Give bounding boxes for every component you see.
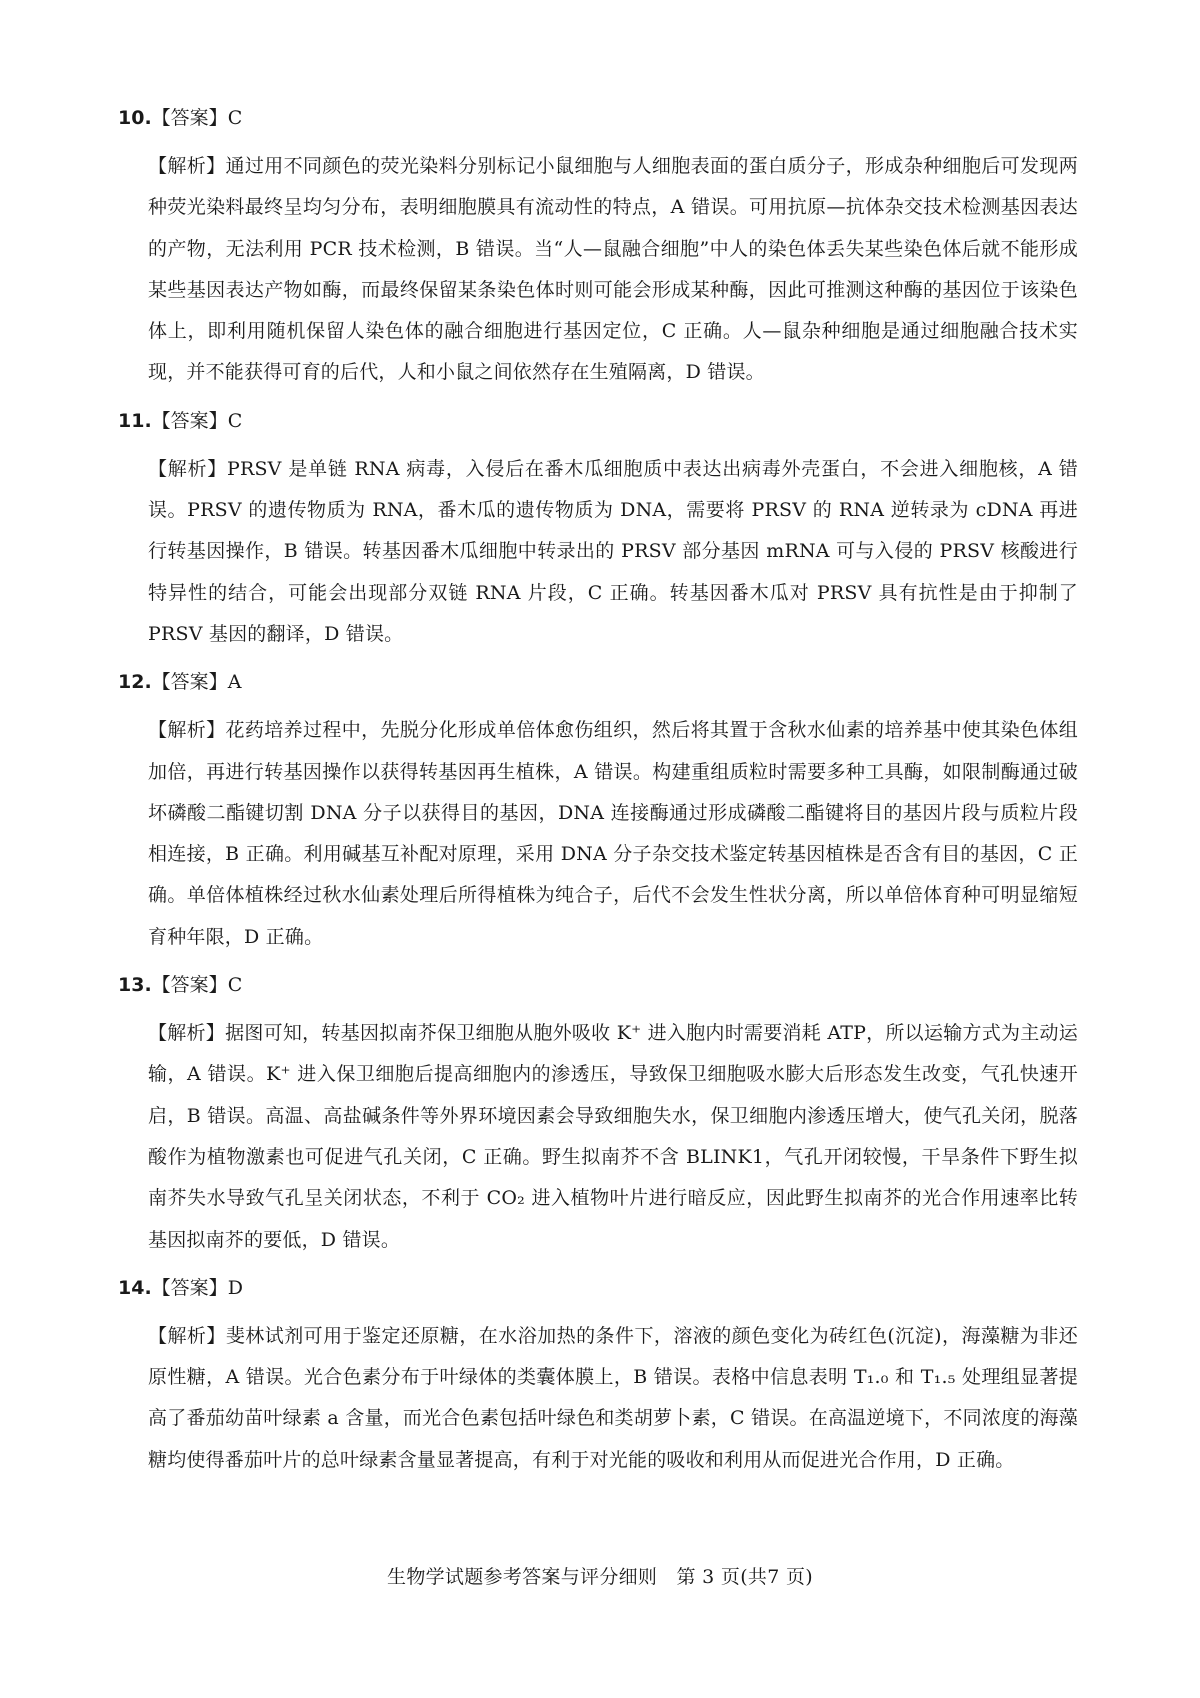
answer-value: A — [227, 671, 242, 694]
item-heading — [118, 105, 1078, 131]
analysis-tag: 【解析】 — [148, 457, 227, 480]
page-footer: 生物学试题参考答案与评分细则 第 3 页(共7 页) — [387, 1566, 813, 1588]
answer-value: C — [227, 409, 243, 432]
item-number: 12. — [118, 671, 152, 694]
answer-tag: 【答案】 — [151, 1276, 228, 1299]
item-number: 13. — [118, 974, 152, 997]
answer-tag: 【答案】 — [151, 107, 228, 129]
answer-item-13 — [118, 972, 1078, 1261]
item-number: 10. — [118, 107, 152, 129]
analysis-text: 据图可知，转基因拟南芥保卫细胞从胞外吸收 K⁺ 进入胞内时需要消耗 ATP，所以运输方式为主动运输，A 错误。K⁺ 进入保卫细胞后提高细胞内的渗透压，导致保卫细胞吸水膨大后形态发生改变，气孔快速开启，B 错误。高温、高盐碱条件等外界环境因素会导致细胞失水，保卫细胞内渗透压增大，使气孔关闭，脱落酸作为植物激素也可促进气孔关闭，C 正确。野生拟南芥不含 BLINK1，气孔开闭较慢，干旱条件下野生拟南芥失水导致气孔呈关闭状态，不利于 CO₂ 进入植物叶片进行暗反应，因此野生拟南芥的光合作用速率比转基因拟南芥的要低，D 错误。 — [148, 1022, 1078, 1251]
answer-tag: 【答案】 — [151, 671, 228, 694]
answer-value: D — [227, 1276, 243, 1299]
analysis-tag: 【解析】 — [148, 719, 226, 742]
item-analysis — [148, 146, 1078, 394]
item-heading — [118, 972, 1078, 998]
analysis-text: 通过用不同颜色的荧光染料分别标记小鼠细胞与人细胞表面的蛋白质分子，形成杂种细胞后可发现两种荧光染料最终呈均匀分布，表明细胞膜具有流动性的特点，A 错误。可用抗原—抗体杂交技术检测基因表达的产物，无法利用 PCR 技术检测，B 错误。当“人—鼠融合细胞”中人的染色体丢失某些染色体后就不能形成某些基因表达产物如酶，而最终保留某条染色体时则可能会形成某种酶，因此可推测这种酶的基因位于该染色体上，即利用随机保留人染色体的融合细胞进行基因定位，C 正确。人—鼠杂种细胞是通过细胞融合技术实现，并不能获得可育的后代，人和小鼠之间依然存在生殖隔离，D 错误。 — [148, 155, 1078, 384]
item-number: 14. — [118, 1276, 152, 1299]
answer-tag: 【答案】 — [151, 974, 228, 997]
item-analysis — [148, 1013, 1078, 1261]
item-heading — [118, 408, 1078, 434]
answer-item-11 — [118, 408, 1078, 655]
item-analysis — [148, 710, 1078, 958]
item-number: 11. — [118, 409, 152, 432]
analysis-tag: 【解析】 — [148, 155, 226, 177]
answer-value: C — [227, 974, 243, 997]
analysis-text: 斐林试剂可用于鉴定还原糖，在水浴加热的条件下，溶液的颜色变化为砖红色(沉淀)，海藻糖为非还原性糖，A 错误。光合色素分布于叶绿体的类囊体膜上，B 错误。表格中信息表明 T₁.₀ 和 T₁.₅ 处理组显著提高了番茄幼苗叶绿素 a 含量，而光合色素包括叶绿色和类胡萝卜素，C 错误。在高温逆境下，不同浓度的海藻糖均使得番茄叶片的总叶绿素含量显著提高，有利于对光能的吸收和利用从而促进光合作用，D 正确。 — [148, 1324, 1079, 1471]
item-analysis — [148, 1316, 1078, 1481]
item-analysis — [148, 449, 1078, 655]
analysis-tag: 【解析】 — [148, 1022, 226, 1045]
answer-value: C — [227, 107, 243, 129]
answer-item-14 — [118, 1275, 1078, 1481]
analysis-tag: 【解析】 — [148, 1324, 226, 1347]
analysis-text: 花药培养过程中，先脱分化形成单倍体愈伤组织，然后将其置于含秋水仙素的培养基中使其染色体组加倍，再进行转基因操作以获得转基因再生植株，A 错误。构建重组质粒时需要多种工具酶，如限制酶通过破坏磷酸二酯键切割 DNA 分子以获得目的基因，DNA 连接酶通过形成磷酸二酯键将目的基因片段与质粒片段相连接，B 正确。利用碱基互补配对原理，采用 DNA 分子杂交技术鉴定转基因植株是否含有目的基因，C 正确。单倍体植株经过秋水仙素处理后所得植株为纯合子，后代不会发生性状分离，所以单倍体育种可明显缩短育种年限，D 正确。 — [148, 719, 1078, 948]
analysis-text: PRSV 是单链 RNA 病毒，入侵后在番木瓜细胞质中表达出病毒外壳蛋白，不会进入细胞核，A 错误。PRSV 的遗传物质为 RNA，番木瓜的遗传物质为 DNA，需要将 PRSV 的 RNA 逆转录为 cDNA 再进行转基因操作，B 错误。转基因番木瓜细胞中转录出的 PRSV 部分基因 mRNA 可与入侵的 PRSV 核酸进行特异性的结合，可能会出现部分双链 RNA 片段，C 正确。转基因番木瓜对 PRSV 具有抗性是由于抑制了 PRSV 基因的翻译，D 错误。 — [148, 457, 1078, 645]
item-heading — [118, 669, 1078, 695]
answer-tag: 【答案】 — [151, 409, 228, 432]
answer-list — [118, 105, 1078, 1495]
item-heading — [118, 1275, 1078, 1301]
answer-item-12 — [118, 669, 1078, 958]
answer-item-10 — [118, 105, 1078, 394]
